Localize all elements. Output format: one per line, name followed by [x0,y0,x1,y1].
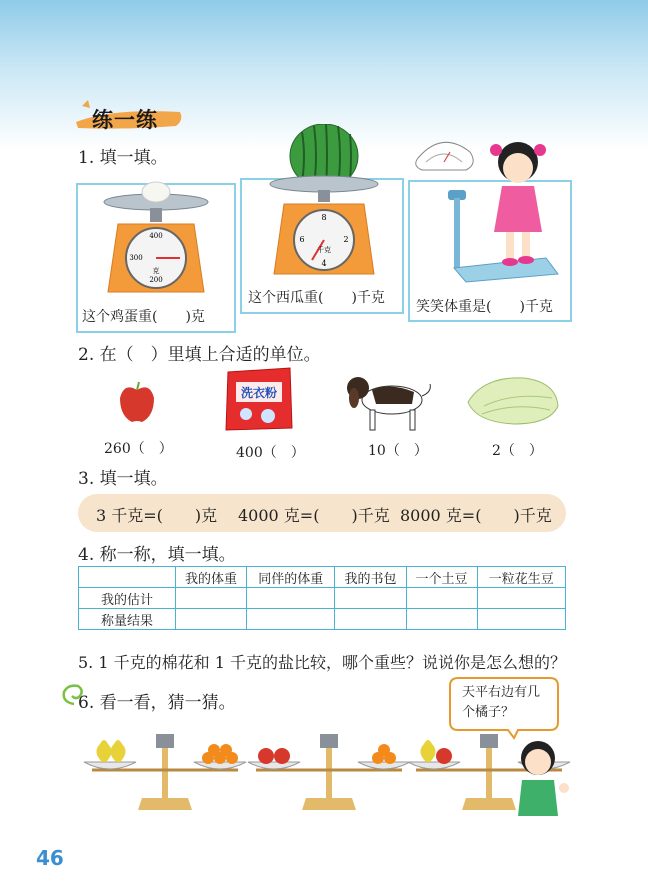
dog-icon [340,370,432,434]
balance-pivot-icon [156,734,174,748]
table-cell[interactable] [176,588,247,609]
table-header-cell [79,567,176,588]
q5-text: 5. 1 千克的棉花和 1 千克的盐比较，哪个重些？说说你是怎么想的？ [78,653,566,672]
boy-illustration [508,740,572,822]
table-row [79,588,566,609]
balance-pivot-icon [320,734,338,748]
table-cell[interactable] [477,588,565,609]
balance-pivot-icon [480,734,498,748]
table-row-label: 我的估计 [79,588,176,609]
balance-apples-oranges [246,732,412,814]
page-number: 46 [36,846,64,870]
detergent-bag-icon [224,366,294,432]
watermelon-label: 这个西瓜重( )千克 [248,290,385,306]
orange-icon [220,744,232,756]
table-row [79,609,566,630]
table-cell[interactable] [406,609,477,630]
kitchen-scale-watermelon [262,124,386,282]
q1-title: 1. 填一填。 [78,148,168,168]
q4-title: 4. 称一称，填一填。 [78,545,236,565]
table-cell[interactable] [335,588,406,609]
q6-title: 6. 看一看，猜一猜。 [78,693,236,713]
conversion-eq1: 3 千克=( )克 [96,506,218,525]
table-cell[interactable] [176,609,247,630]
detergent-label: 400（ ） [236,445,305,461]
table-cell[interactable] [406,588,477,609]
table-header-cell: 同伴的体重 [247,567,335,588]
section-title: 练一练 [92,108,158,132]
svg-text:克: 克 [152,267,160,275]
apple-icon [116,380,158,424]
svg-text:400: 400 [149,232,163,240]
cabbage-label: 2（ ） [492,443,543,459]
table-cell[interactable] [335,609,406,630]
table-cell[interactable] [247,588,335,609]
conversion-eq3: 8000 克=( )千克 [400,506,552,525]
girl-on-scale-illustration [412,134,562,284]
dog-label: 10（ ） [368,443,428,459]
svg-text:千克: 千克 [317,246,331,254]
table-row-label: 称量结果 [79,609,176,630]
table-cell[interactable] [247,609,335,630]
table-header-row [79,567,566,588]
kitchen-scale-egg [96,176,216,298]
svg-text:200: 200 [149,276,163,284]
svg-text:6: 6 [299,235,305,244]
girl-label: 笑笑体重是( )千克 [416,299,553,315]
cabbage-icon [464,372,560,428]
apple-label: 260（ ） [104,441,173,457]
weigh-table [78,566,566,630]
table-header-cell: 一个土豆 [406,567,477,588]
q3-title: 3. 填一填。 [78,469,168,489]
svg-text:8: 8 [321,213,327,222]
table-header-cell: 我的体重 [176,567,247,588]
conversion-eq2: 4000 克=( )千克 [238,506,390,525]
balance-pears-oranges [82,732,248,814]
table-cell[interactable] [477,609,565,630]
leaf-icon [82,100,90,108]
svg-text:300: 300 [129,254,143,262]
svg-text:洗衣粉: 洗衣粉 [240,386,278,400]
orange-icon [378,744,390,756]
egg-label: 这个鸡蛋重( )克 [82,309,205,325]
orange-icon [208,744,220,756]
pear-icon [110,740,125,762]
apple-icon [436,748,452,764]
pear-icon [420,740,435,762]
speech-line-2: 个橘子？ [462,705,515,720]
table-header-cell: 一粒花生豆 [477,567,565,588]
svg-text:2: 2 [343,235,349,244]
apple-icon [258,748,274,764]
scale-dial-icon [416,142,473,170]
speech-line-1: 天平右边有几 [462,685,541,700]
q2-title: 2. 在（ ）里填上合适的单位。 [78,345,321,365]
svg-text:4: 4 [321,259,327,268]
egg-icon [142,182,170,202]
apple-icon [274,748,290,764]
table-header-cell: 我的书包 [335,567,406,588]
conversion-strip [78,494,566,532]
pear-icon [96,740,111,762]
